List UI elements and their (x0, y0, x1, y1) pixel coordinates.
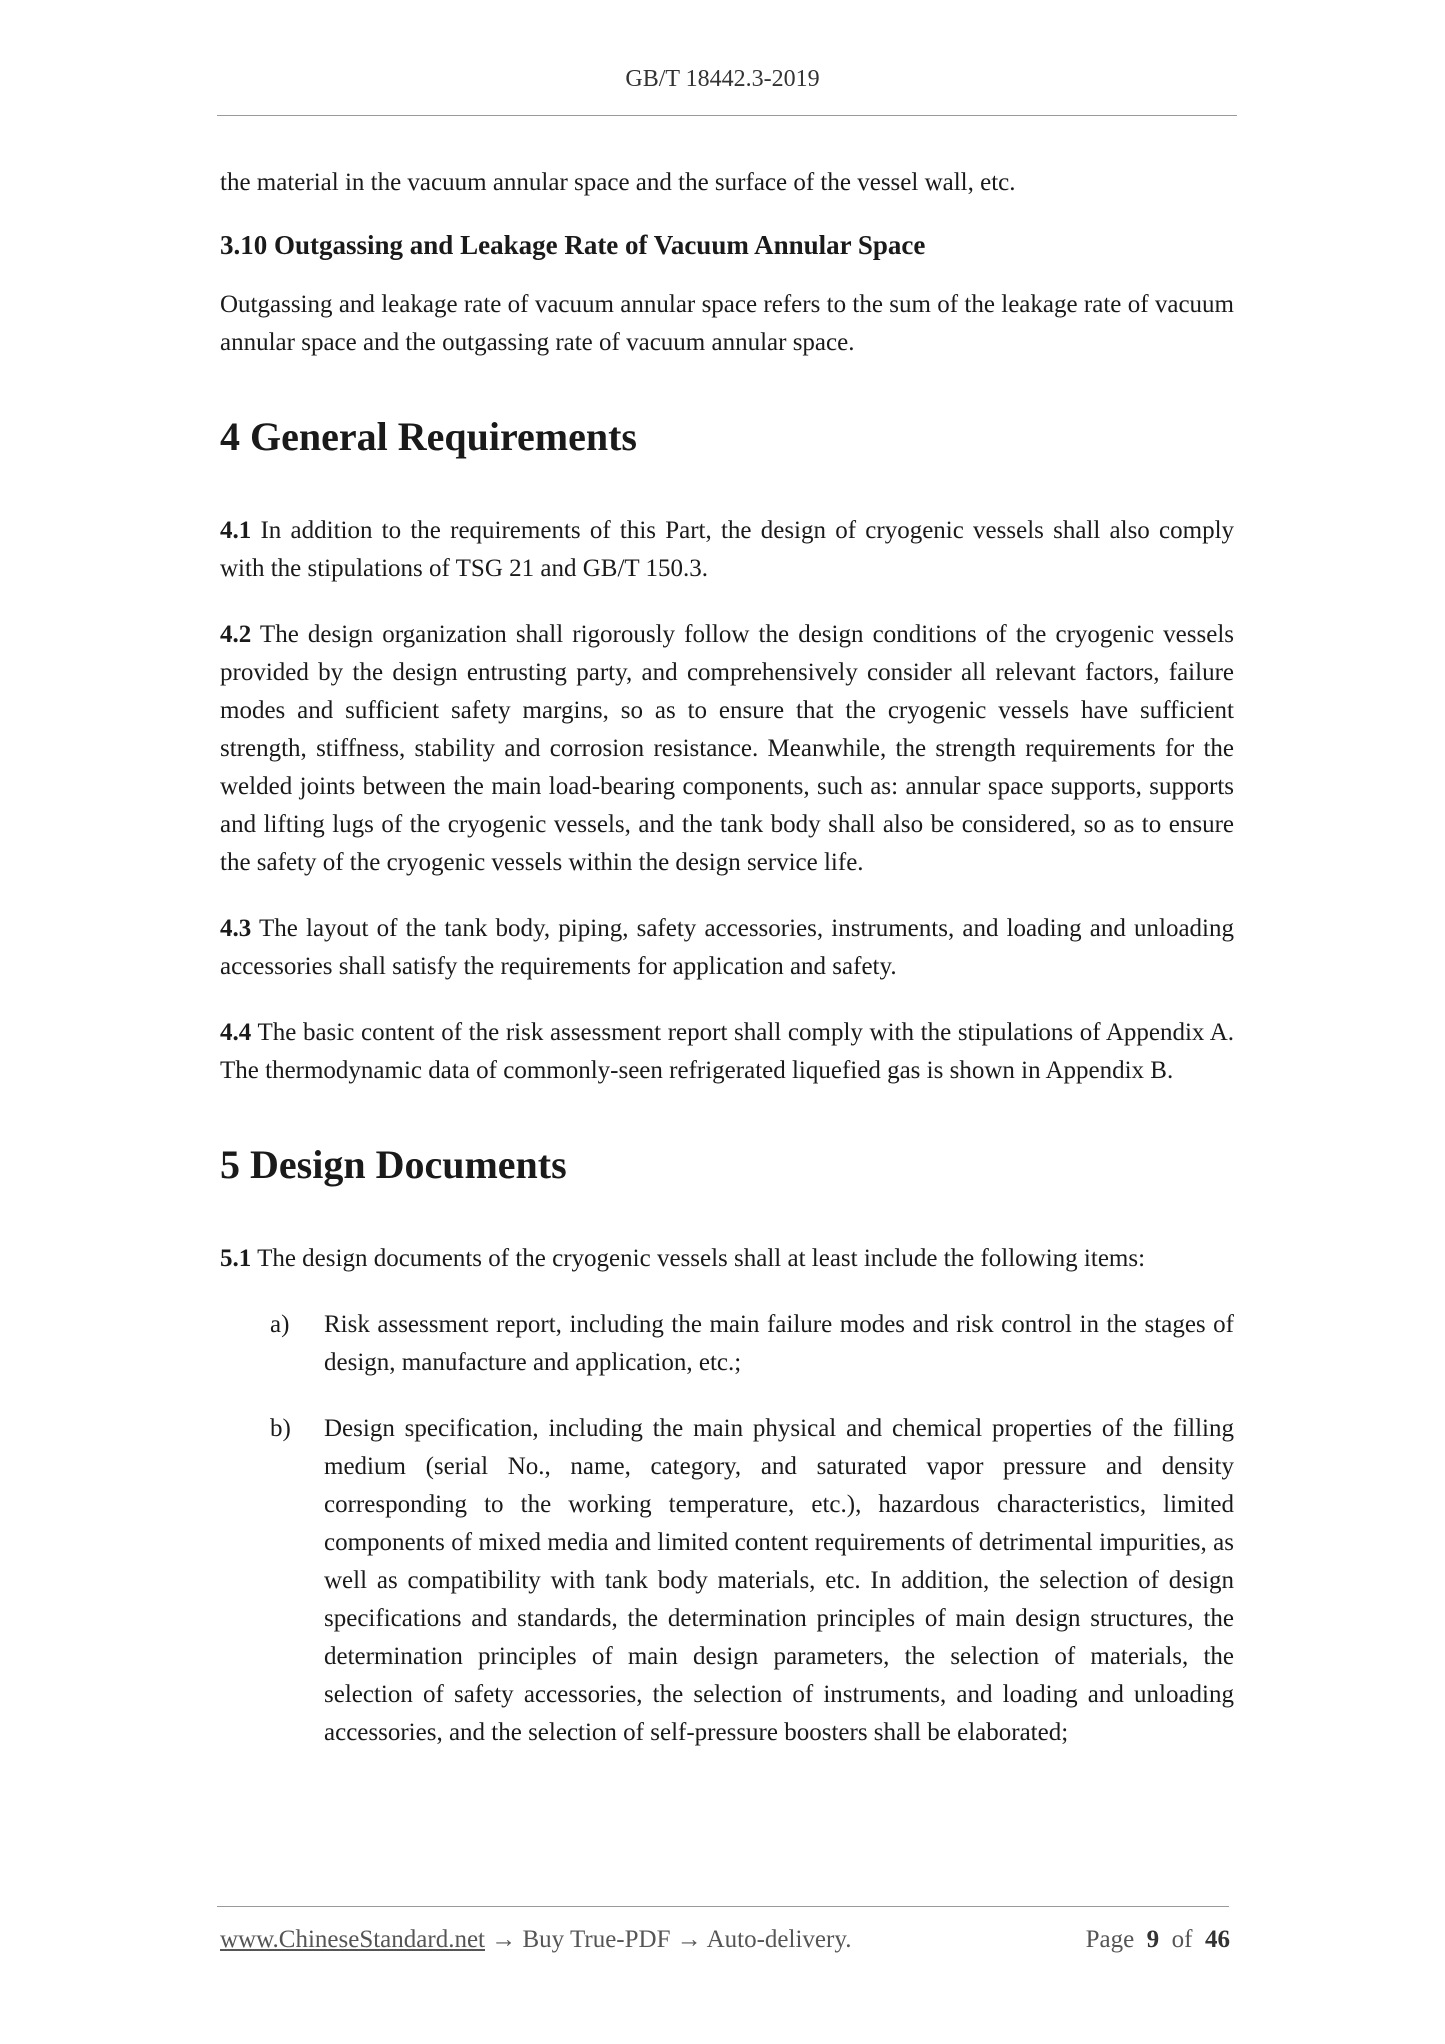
clause-text: In addition to the requirements of this Part, the design of cryogenic vessels shall also comply with the stipulations of TSG 21 and GB/T 150.3. (220, 517, 1235, 582)
continued-definition-text: the material in the vacuum annular space and the surface of the vessel wall, etc. (220, 169, 1016, 196)
clause-3-10-text: Outgassing and leakage rate of vacuum annular space refers to the sum of the leakage rate of vacuum annular space and the outgassing rate of vacuum annular space. (220, 291, 1234, 356)
list-item-a (220, 1306, 1234, 1382)
clause-4-4 (220, 1014, 1234, 1090)
list-item-b (220, 1410, 1234, 1752)
buy-pdf-text: Buy True-PDF (522, 1926, 671, 1953)
clause-number: 4.1 (220, 517, 252, 544)
clause-5-1 (220, 1240, 1234, 1278)
clause-text: The design organization shall rigorously follow the design conditions of the cryogenic vessels provided by the design entrusting party, and comprehensively consider all relevant factors, failure modes and sufficient safety margins, so as to ensure that the cryogenic vessels have sufficient strength, stiffness, stability and corrosion resistance. Meanwhile, the strength requirements for the welded joints between the main load-bearing components, such as: annular space supports, supports and lifting lugs of the cryogenic vessels, and the tank body shall also be considered, so as to ensure the safety of the cryogenic vessels within the design service life. (220, 621, 1234, 876)
clause-4-1 (220, 512, 1234, 588)
section-4-title: 4 General Requirements (220, 414, 637, 459)
document-code-header: GB/T 18442.3-2019 (625, 66, 820, 92)
clause-number: 4.3 (220, 915, 252, 942)
footer-promo (220, 1926, 851, 1954)
section-5-title: 5 Design Documents (220, 1142, 567, 1187)
arrow-right-icon: → (491, 1926, 517, 1953)
list-item-text: Risk assessment report, including the main failure modes and risk control in the stages of design, manufacture and application, etc.; (324, 1311, 1234, 1376)
clause-number: 4.4 (220, 1019, 252, 1046)
of-label: of (1171, 1926, 1193, 1953)
clause-number: 4.2 (220, 621, 252, 648)
arrow-right-icon: → (676, 1926, 702, 1953)
list-marker: a) (270, 1311, 290, 1338)
clause-number: 5.1 (220, 1245, 252, 1272)
page-label: Page (1085, 1926, 1135, 1953)
footer-divider (217, 1906, 1229, 1907)
auto-delivery-text: Auto-delivery. (706, 1926, 852, 1953)
clause-text: The layout of the tank body, piping, safety accessories, instruments, and loading and unloading accessories shall satisfy the requirements for application and safety. (220, 915, 1234, 980)
list-marker: b) (270, 1415, 291, 1442)
page-content (220, 164, 1234, 1780)
clause-3-10-title: 3.10 Outgassing and Leakage Rate of Vacuum Annular Space (220, 230, 926, 260)
clause-text: The design documents of the cryogenic vessels shall at least include the following items: (257, 1245, 1146, 1272)
page-number (1086, 1926, 1230, 1954)
clause-4-2 (220, 616, 1234, 882)
clause-4-3 (220, 910, 1234, 986)
current-page: 9 (1146, 1926, 1160, 1953)
total-pages: 46 (1205, 1926, 1230, 1953)
clause-text: The basic content of the risk assessment report shall comply with the stipulations of Appendix A. The thermodynamic data of commonly-seen refrigerated liquefied gas is shown in Appendix B. (220, 1019, 1234, 1084)
list-item-text: Design specification, including the main physical and chemical properties of the filling medium (serial No., name, category, and saturated vapor pressure and density corresponding to the working temperature, etc.), hazardous characteristics, limited components of mixed media and limited content requirements of detrimental impurities, as well as compatibility with tank body materials, etc. In addition, the selection of design specifications and standards, the determination principles of main design structures, the determination principles of main design parameters, the selection of materials, the selection of safety accessories, the selection of instruments, and loading and unloading accessories, and the selection of self-pressure boosters shall be elaborated; (324, 1415, 1234, 1746)
site-link[interactable]: www.ChineseStandard.net (220, 1926, 485, 1953)
header-divider (217, 115, 1237, 116)
